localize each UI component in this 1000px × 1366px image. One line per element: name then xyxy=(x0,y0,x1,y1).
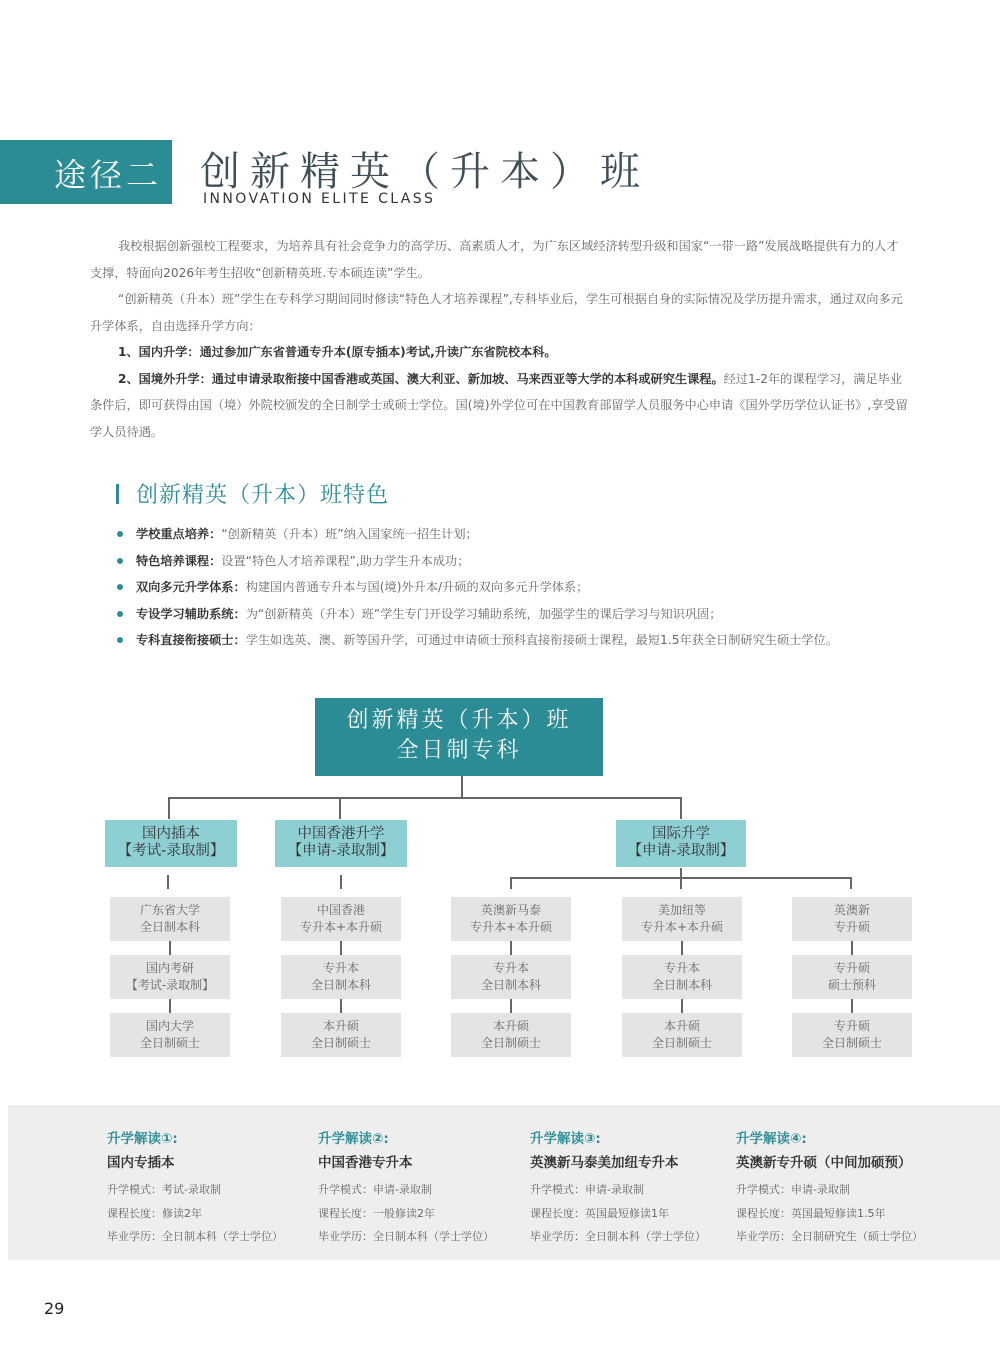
interpretation-mode: 升学模式：考试-录取制 xyxy=(107,1183,221,1196)
category-label: 中国香港升学 xyxy=(297,826,385,842)
node-line2: 全日制本科 xyxy=(480,978,541,992)
intro-paragraph-3: 1、国内升学：通过参加广东省普通专升本(原专插本)考试,升读广东省院校本科。 xyxy=(118,345,557,359)
connector-line xyxy=(167,875,169,889)
node-line1: 本升硕 xyxy=(492,1019,529,1033)
node-line2: 全日制硕士 xyxy=(310,1036,371,1050)
connector-line xyxy=(680,797,682,819)
interpretation-length: 课程长度：一般修读2年 xyxy=(318,1206,435,1220)
connector-line xyxy=(851,998,853,1013)
intro-text xyxy=(90,233,910,445)
interpretation-block xyxy=(107,1130,317,1249)
feature-text: 为“创新精英（升本）班”学生专门开设学习辅助系统，加强学生的课后学习与知识巩固； xyxy=(245,606,722,621)
pathway-node xyxy=(792,897,912,941)
interpretation-length: 课程长度：修读2年 xyxy=(107,1206,202,1220)
node-line1: 美加纽等 xyxy=(657,903,706,917)
interpretation-degree: 毕业学历：全日制本科（学士学位） xyxy=(107,1230,283,1243)
connector-line xyxy=(850,877,852,889)
feature-text: 学生如选英、澳、新等国升学，可通过申请硕士预科直接衔接硕士课程，最短1.5年获全日制研究生硕士学位。 xyxy=(245,633,838,647)
connector-line xyxy=(851,940,853,955)
node-line1: 国内考研 xyxy=(145,961,194,975)
node-line1: 专升本 xyxy=(492,961,529,975)
node-line2: 全日制硕士 xyxy=(651,1036,712,1050)
interpretation-name: 中国香港专升本 xyxy=(318,1155,413,1171)
connector-line xyxy=(339,797,341,819)
connector-line xyxy=(340,875,342,889)
pathway-node xyxy=(451,1013,571,1057)
node-line1: 中国香港 xyxy=(316,903,365,917)
interpretation-mode: 升学模式：申请-录取制 xyxy=(530,1183,644,1196)
node-line2: 全日制硕士 xyxy=(821,1036,882,1050)
connector-line xyxy=(169,998,171,1013)
connector-line xyxy=(340,940,342,955)
pathway-node xyxy=(792,1013,912,1057)
pathway-node xyxy=(451,897,571,941)
category-mode: 【申请-录取制】 xyxy=(627,843,735,859)
pathway-node xyxy=(792,955,912,999)
route-tag xyxy=(0,140,172,204)
interpretation-heading: 升学解读①: xyxy=(107,1131,178,1147)
node-line1: 专升硕 xyxy=(833,961,870,975)
feature-label: 特色培养课程： xyxy=(136,553,222,568)
interpretation-degree: 毕业学历：全日制本科（学士学位） xyxy=(318,1230,494,1243)
node-line2: 专升硕 xyxy=(833,920,870,934)
node-line2: 硕士预科 xyxy=(827,978,876,992)
heading-accent-bar xyxy=(116,484,119,504)
intro-paragraph-4-rest: 经过1-2年的课程学习，满足毕业条件后，即可获得由国（境）外院校颁发的全日制学士或硕士学位。国(境)外学位可在中国教育部留学人员服务中心申请《国外学历学位认证书》,享受留学人员待遇。 xyxy=(90,371,908,439)
pathway-node xyxy=(451,955,571,999)
category-international xyxy=(616,820,746,867)
intro-paragraph-2: “创新精英（升本）班”学生在专科学习期间同时修读“特色人才培养课程”,专科毕业后，学生可根据自身的实际情况及学历提升需求，通过双向多元升学体系，自由选择升学方向： xyxy=(90,292,903,333)
node-line1: 广东省大学 xyxy=(139,903,200,917)
interpretation-degree: 毕业学历：全日制本科（学士学位） xyxy=(530,1230,706,1243)
interpretation-block xyxy=(318,1130,528,1249)
interpretation-name: 英澳新专升硕（中间加硕预） xyxy=(736,1155,912,1171)
connector-line xyxy=(681,940,683,955)
interpretation-name: 国内专插本 xyxy=(107,1155,175,1171)
connector-line xyxy=(169,940,171,955)
category-hongkong xyxy=(275,820,407,867)
node-line1: 本升硕 xyxy=(322,1019,359,1033)
feature-text: “创新精英（升本）班”纳入国家统一招生计划； xyxy=(221,527,478,541)
feature-item xyxy=(116,574,976,601)
interpretation-length: 课程长度：英国最短修读1年 xyxy=(530,1206,669,1220)
intro-paragraph-4-bold: 2、国境外升学：通过申请录取衔接中国香港或英国、澳大利亚、新加坡、马来西亚等大学的本科或研究生课程。 xyxy=(118,371,724,386)
flowchart-root-line1: 创新精英（升本）班 xyxy=(346,708,572,733)
node-line2: 专升本+本升硕 xyxy=(469,920,553,934)
interpretation-length: 课程长度：英国最短修读1.5年 xyxy=(736,1206,886,1220)
feature-item xyxy=(116,548,976,575)
category-label: 国际升学 xyxy=(652,826,710,842)
interpretation-degree: 毕业学历：全日制研究生（硕士学位） xyxy=(736,1230,923,1243)
connector-line xyxy=(680,877,682,889)
node-line1: 英澳新 xyxy=(833,903,870,917)
interpretation-mode: 升学模式：申请-录取制 xyxy=(736,1183,850,1196)
node-line2: 【考试-录取制】 xyxy=(125,978,215,992)
pathway-node xyxy=(281,1013,401,1057)
node-line2: 全日制本科 xyxy=(139,920,200,934)
connector-line xyxy=(510,940,512,955)
flowchart-root-line2: 全日制专科 xyxy=(396,738,522,763)
category-mode: 【申请-录取制】 xyxy=(287,843,395,859)
connector-line xyxy=(681,998,683,1013)
node-line1: 专升本 xyxy=(322,961,359,975)
interpretation-heading: 升学解读②: xyxy=(318,1131,389,1147)
interpretation-mode: 升学模式：申请-录取制 xyxy=(318,1183,432,1196)
feature-label: 专科直接衔接硕士： xyxy=(136,633,246,647)
pathway-node xyxy=(622,955,742,999)
connector-line xyxy=(510,877,512,889)
page-subtitle: INNOVATION ELITE CLASS xyxy=(203,191,436,207)
category-label: 国内插本 xyxy=(142,826,200,842)
intro-paragraph-4 xyxy=(90,366,910,446)
page-title: 创新精英（升本）班 xyxy=(200,149,650,195)
node-line2: 专升本+本升硕 xyxy=(299,920,383,934)
interpretation-heading: 升学解读④: xyxy=(736,1131,807,1147)
flowchart-root xyxy=(315,698,603,776)
pathway-node xyxy=(622,1013,742,1057)
node-line1: 国内大学 xyxy=(145,1019,194,1033)
category-mode: 【考试-录取制】 xyxy=(117,843,225,859)
pathway-node xyxy=(110,1013,230,1057)
node-line2: 全日制本科 xyxy=(310,978,371,992)
node-line1: 专升本 xyxy=(663,961,700,975)
route-label: 途径二 xyxy=(54,156,163,194)
interpretation-heading: 升学解读③: xyxy=(530,1131,601,1147)
node-line2: 全日制硕士 xyxy=(139,1036,200,1050)
node-line1: 专升硕 xyxy=(833,1019,870,1033)
feature-text: 构建国内普通专升本与国(境)外升本/升硕的双向多元升学体系； xyxy=(245,580,589,594)
interpretation-block xyxy=(530,1130,740,1249)
interpretation-name: 英澳新马泰美加纽专升本 xyxy=(530,1155,679,1171)
pathway-node xyxy=(110,955,230,999)
features-list xyxy=(116,521,976,654)
interpretation-block xyxy=(736,1130,946,1249)
pathway-node xyxy=(281,955,401,999)
feature-label: 学校重点培养： xyxy=(136,527,222,541)
node-line2: 全日制本科 xyxy=(651,978,712,992)
feature-item xyxy=(116,601,976,628)
node-line2: 专升本+本升硕 xyxy=(640,920,724,934)
intro-paragraph-1: 我校根据创新强校工程要求，为培养具有社会竞争力的高学历、高素质人才，为广东区域经济转型升级和国家“一带一路”发展战略提供有力的人才支撑，特面向2026年考生招收“创新精英班.专本硕连读”学生。 xyxy=(90,239,899,280)
pathway-node xyxy=(110,897,230,941)
feature-label: 双向多元升学体系： xyxy=(136,580,246,594)
connector-line xyxy=(510,998,512,1013)
pathway-node xyxy=(281,897,401,941)
node-line1: 英澳新马泰 xyxy=(480,903,541,917)
node-line2: 全日制硕士 xyxy=(480,1036,541,1050)
connector-line xyxy=(461,776,463,798)
feature-item xyxy=(116,521,976,548)
feature-item xyxy=(116,627,976,654)
category-domestic xyxy=(105,820,237,867)
connector-line xyxy=(340,998,342,1013)
feature-text: 设置“特色人才培养课程”,助力学生升本成功； xyxy=(221,553,470,568)
node-line1: 本升硕 xyxy=(663,1019,700,1033)
connector-line xyxy=(168,797,170,819)
page-number: 29 xyxy=(44,1299,65,1318)
connector-line xyxy=(168,797,682,799)
features-title: 创新精英（升本）班特色 xyxy=(136,483,390,508)
pathway-node xyxy=(622,897,742,941)
feature-label: 专设学习辅助系统： xyxy=(136,606,246,621)
